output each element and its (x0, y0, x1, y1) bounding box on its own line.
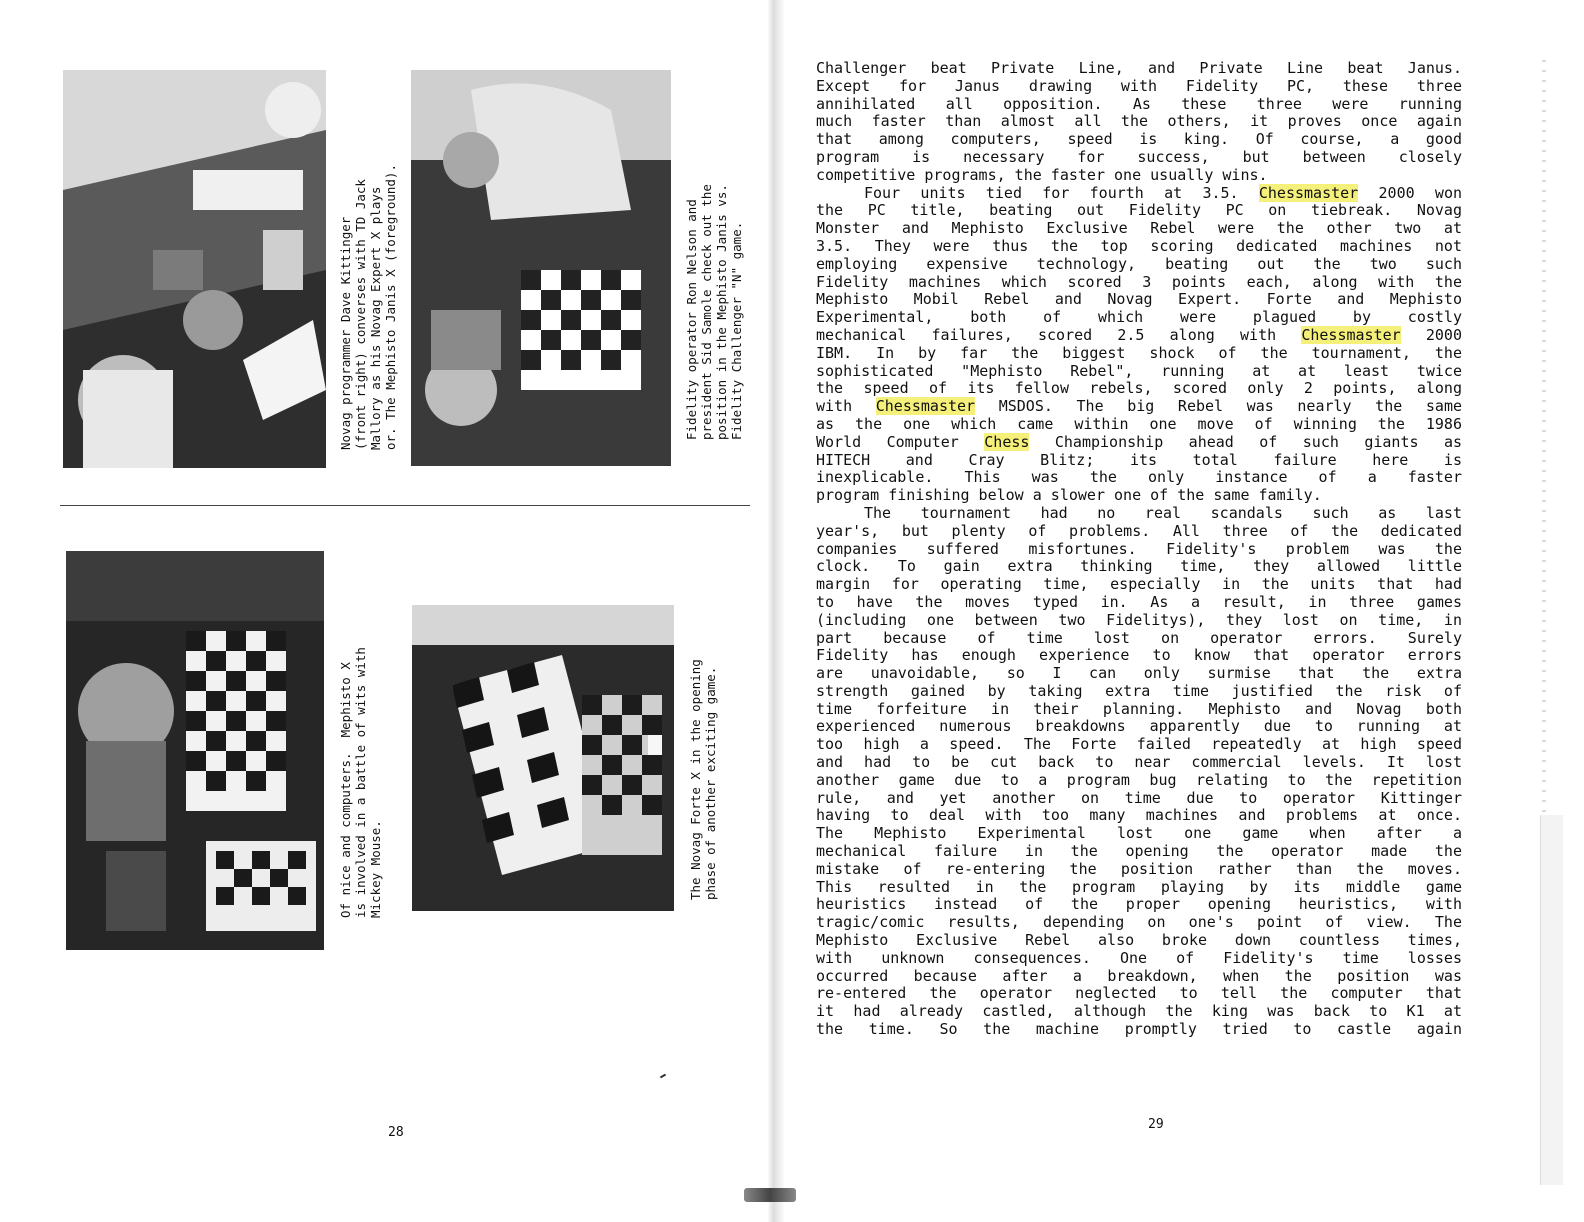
text-line (816, 202, 1462, 220)
text-line (816, 843, 1462, 861)
text-segment: The tournament had no real scandals such as last (864, 503, 1462, 522)
text-segment: The Mephisto Experimental lost one game when after a (816, 824, 1462, 843)
text-line (816, 594, 1462, 612)
text-line (816, 968, 1462, 986)
text-segment: the time. So the machine promptly tried to castle again (816, 1020, 1462, 1039)
text-segment: 3.5. They were thus the top scoring dedicated machines not (816, 236, 1462, 255)
stray-mark (660, 1074, 666, 1079)
text-line (816, 754, 1462, 772)
text-line (816, 309, 1462, 327)
text-segment: Fidelity has enough experience to know that operator errors (816, 646, 1462, 665)
text-line (816, 452, 1462, 470)
text-line (816, 60, 1462, 78)
text-segment: to have the moves typed in. As a result, in three games (816, 592, 1462, 611)
text-line (816, 683, 1462, 701)
text-segment: as the one which came within one move of winning the 1986 (816, 414, 1462, 433)
text-segment: World Computer (816, 432, 985, 451)
text-segment: margin for operating time, especially in the units that had (816, 575, 1462, 594)
text-segment: time forfeiture in their planning. Mephisto and Novag both (816, 699, 1462, 718)
caption-mickey: Of nice and computers. Mephisto X is involved in a battle of wits with Mickey Mouse. (338, 647, 383, 918)
text-segment: another game due to a program bug relating to the repetition (816, 770, 1462, 789)
text-segment: the speed of its fellow rebels, scored only 2 points, along (816, 379, 1462, 398)
text-segment: 2000 (1400, 325, 1462, 344)
text-segment: Monster and Mephisto Exclusive Rebel were the other two at (816, 219, 1462, 238)
text-line (816, 630, 1462, 648)
text-line (816, 238, 1462, 256)
text-line (816, 896, 1462, 914)
text-line (816, 380, 1462, 398)
text-line (816, 363, 1462, 381)
text-segment: mechanical failure in the opening the operator made the (816, 842, 1462, 861)
text-segment: occurred because after a breakdown, when the position was (816, 966, 1462, 985)
text-line (816, 879, 1462, 897)
text-line (816, 131, 1462, 149)
search-highlight: Chess (984, 432, 1030, 451)
text-segment: Mephisto Mobil Rebel and Novag Expert. Forte and Mephisto (816, 290, 1462, 309)
text-line (816, 1003, 1462, 1021)
text-segment: part because of time lost on operator errors. Surely (816, 628, 1462, 647)
text-line (816, 558, 1462, 576)
text-segment: the PC title, beating out Fidelity PC on tiebreak. Novag (816, 201, 1462, 220)
text-line (816, 274, 1462, 292)
photo-kittinger-mallory (63, 70, 326, 468)
caption-kittinger: Novag programmer Dave Kittinger (front right) converses with TD Jack Mallory as his Novag Expert X plays or. The Mephisto Janis X (foreground). (338, 164, 398, 450)
left-page (0, 0, 770, 1222)
text-line (816, 701, 1462, 719)
text-line (816, 416, 1462, 434)
text-line (816, 718, 1462, 736)
text-line (816, 612, 1462, 630)
text-line (816, 950, 1462, 968)
text-segment: inexplicable. This was the only instance of a faster (816, 468, 1462, 487)
text-line (816, 861, 1462, 879)
text-segment: and had to be cut back to near commercial levels. It lost (816, 753, 1462, 772)
text-line (816, 790, 1462, 808)
text-line (816, 523, 1462, 541)
text-segment: program finishing below a slower one of the same family. (816, 486, 1322, 505)
photo-mickey-mouse (66, 551, 324, 950)
text-segment: mechanical failures, scored 2.5 along with (816, 325, 1302, 344)
text-line (816, 825, 1462, 843)
text-line (816, 807, 1462, 825)
text-segment: This resulted in the program playing by its middle game (816, 877, 1462, 896)
search-highlight: Chessmaster (1258, 183, 1359, 202)
text-line (816, 469, 1462, 487)
text-segment: HITECH and Cray Blitz; its total failure here is (816, 450, 1462, 469)
text-segment: it had already castled, although the king was back to K1 at (816, 1002, 1462, 1021)
text-segment: Mephisto Exclusive Rebel also broke down countless times, (816, 931, 1462, 950)
text-segment: (including one between two Fidelitys), they lost on time, in (816, 610, 1462, 629)
text-line (816, 185, 1462, 203)
text-line (816, 113, 1462, 131)
text-segment: 2000 won (1358, 183, 1463, 202)
text-segment: are unavoidable, so I can only surmise that the extra (816, 664, 1462, 683)
photo-nelson-samole (411, 70, 671, 466)
text-line (816, 541, 1462, 559)
text-segment: Experimental, both of which were plagued by costly (816, 308, 1462, 327)
text-line (816, 327, 1462, 345)
text-segment: with unknown consequences. One of Fidelity's time losses (816, 948, 1462, 967)
text-segment: that among computers, speed is king. Of course, a good (816, 130, 1462, 149)
text-line (816, 345, 1462, 363)
binding-clip (744, 1188, 796, 1202)
text-segment: employing expensive technology, beating out the two such (816, 254, 1462, 273)
text-segment: having to deal with too many machines and problems at once. (816, 806, 1462, 825)
text-segment: Four units tied for fourth at 3.5. (864, 183, 1259, 202)
text-line (816, 914, 1462, 932)
text-line (816, 505, 1462, 523)
caption-novag-forte: The Novag Forte X in the opening phase of another exciting game. (688, 659, 718, 900)
text-line (816, 434, 1462, 452)
text-line (816, 96, 1462, 114)
article-body (816, 60, 1462, 1039)
text-segment: tragic/comic results, depending on one's point of view. The (816, 913, 1462, 932)
text-line (816, 220, 1462, 238)
page-number-right: 29 (1148, 1117, 1164, 1132)
text-segment: with (816, 397, 876, 416)
text-segment: sophisticated "Mephisto Rebel", running at at least twice (816, 361, 1462, 380)
text-line (816, 772, 1462, 790)
text-line (816, 291, 1462, 309)
page-edge-shadow (1540, 815, 1563, 1185)
page-number-left: 28 (388, 1125, 404, 1140)
search-highlight: Chessmaster (875, 397, 976, 416)
book-gutter (768, 0, 784, 1222)
text-segment: heuristics instead of the proper opening heuristics, with (816, 895, 1462, 914)
text-segment: companies suffered misfortunes. Fidelity's problem was the (816, 539, 1462, 558)
text-segment: MSDOS. The big Rebel was nearly the same (975, 397, 1463, 416)
text-line (816, 149, 1462, 167)
text-segment: experienced numerous breakdowns apparently due to running at (816, 717, 1462, 736)
text-line (816, 576, 1462, 594)
text-line (816, 1021, 1462, 1039)
text-segment: competitive programs, the faster one usually wins. (816, 165, 1268, 184)
text-segment: rule, and yet another on time due to operator Kittinger (816, 788, 1462, 807)
text-segment: clock. To gain extra thinking time, they allowed little (816, 557, 1462, 576)
text-line (816, 256, 1462, 274)
text-segment: program is necessary for success, but between closely (816, 147, 1462, 166)
section-divider (60, 505, 750, 506)
photo-novag-forte (412, 605, 674, 911)
text-segment: much faster than almost all the others, it proves once again (816, 112, 1462, 131)
text-line (816, 398, 1462, 416)
text-segment: Championship ahead of such giants as (1029, 432, 1463, 451)
text-line (816, 665, 1462, 683)
text-segment: Except for Janus drawing with Fidelity PC, these three (816, 76, 1462, 95)
text-segment: strength gained by taking extra time justified the risk of (816, 681, 1462, 700)
text-segment: IBM. In by far the biggest shock of the tournament, the (816, 343, 1462, 362)
text-segment: re-entered the operator neglected to tell the computer that (816, 984, 1462, 1003)
text-segment: year's, but plenty of problems. All three of the dedicated (816, 521, 1462, 540)
text-line (816, 487, 1462, 505)
text-segment: mistake of re-entering the position rather than the moves. (816, 859, 1462, 878)
text-line (816, 167, 1462, 185)
text-segment: Challenger beat Private Line, and Private Line beat Janus. (816, 59, 1462, 77)
search-highlight: Chessmaster (1301, 325, 1401, 344)
text-line (816, 647, 1462, 665)
text-line (816, 932, 1462, 950)
text-line (816, 78, 1462, 96)
text-segment: annihilated all opposition. As these three were running (816, 94, 1462, 113)
text-line (816, 985, 1462, 1003)
caption-nelson: Fidelity operator Ron Nelson and president Sid Samole check out the position in the Mephisto Janis vs. Fidelity Challenger "N" game. (684, 184, 744, 440)
text-line (816, 736, 1462, 754)
text-segment: too high a speed. The Forte failed repeatedly at high speed (816, 735, 1462, 754)
text-segment: Fidelity machines which scored 3 points each, along with the (816, 272, 1462, 291)
